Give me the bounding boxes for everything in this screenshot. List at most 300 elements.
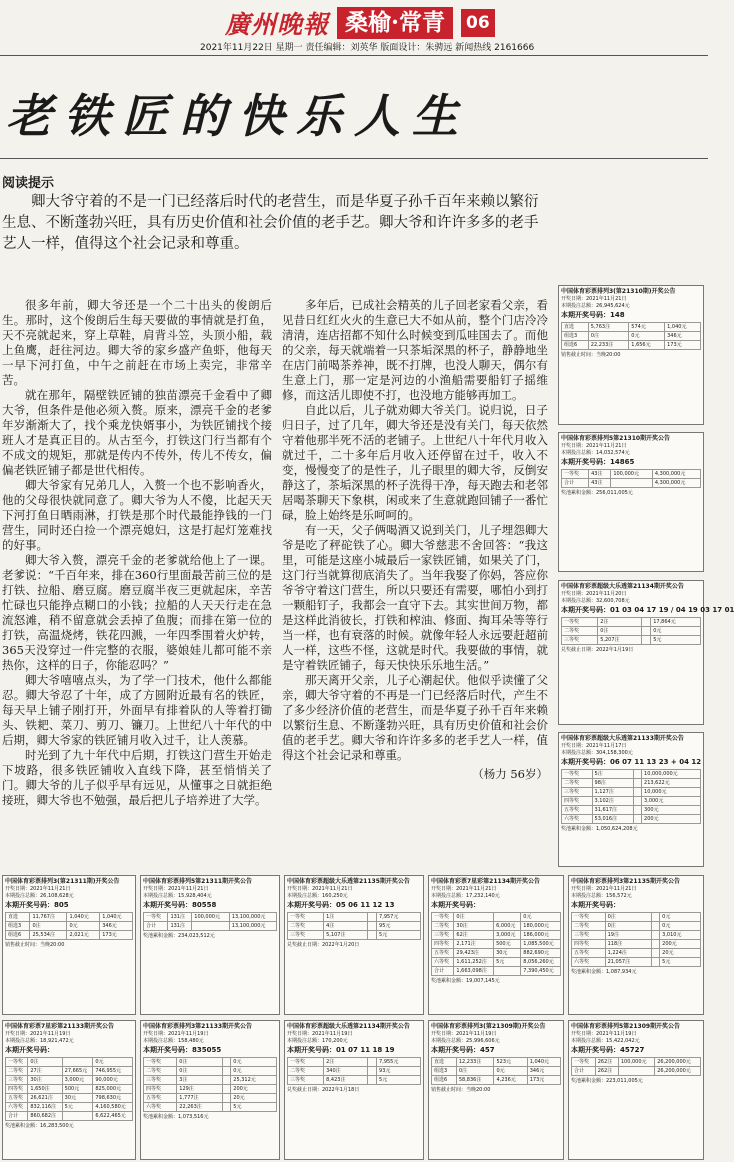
table-row [572, 958, 701, 967]
table-cell: 173元 [527, 1076, 560, 1085]
table-row [432, 1058, 561, 1067]
lottery-footnote: 奖池累积金额：1,050,624,208元 [561, 826, 638, 832]
lottery-notice [568, 875, 704, 1015]
table-cell: 860,682注 [28, 1112, 62, 1121]
table-cell: 合计 [432, 967, 454, 976]
lottery-prize-table [431, 912, 561, 976]
lottery-winning-numbers: 本期开奖号码：01 07 11 18 19 [287, 1046, 395, 1054]
table-cell: 0元 [660, 922, 701, 931]
table-cell: 0元 [93, 1058, 133, 1067]
lottery-title: 中国体育彩票排列3第21135期开奖公告 [571, 878, 681, 885]
table-cell: 6,000元 [494, 922, 521, 931]
table-cell: 3注 [177, 1076, 223, 1085]
dateline: 2021年11月22日 星期一 责任编辑：刘英华 版面设计：朱骋远 新闻热线 2161666 [200, 43, 535, 53]
newspaper-logo: 廣州晚報 [225, 10, 330, 39]
table-cell [634, 770, 642, 779]
table-cell: 5元 [494, 958, 521, 967]
lottery-sales-total: 本期投注总额：14,032,574元 [561, 450, 630, 456]
table-row [562, 779, 701, 788]
table-row [432, 922, 561, 931]
table-cell [222, 1103, 230, 1112]
table-cell [368, 922, 377, 931]
table-cell: 100,000元 [192, 913, 229, 922]
table-cell: 0元 [231, 1058, 277, 1067]
table-cell: 4,160,580元 [93, 1103, 133, 1112]
lottery-prize-table [5, 912, 133, 940]
lottery-footnote: 奖池累积金额：223,011,005元 [571, 1078, 643, 1084]
table-cell [651, 940, 659, 949]
table-cell: 3,102注 [592, 797, 634, 806]
lottery-issue-date: 开奖日期：2021年11月19日 [571, 1031, 637, 1037]
table-cell: 4,300,000元 [652, 479, 700, 488]
table-cell: 5元 [377, 931, 421, 940]
table-cell: 1,040元 [67, 913, 100, 922]
table-cell [494, 913, 521, 922]
table-cell: 95元 [377, 922, 421, 931]
table-cell: 1,777注 [177, 1094, 223, 1103]
table-cell [62, 1112, 93, 1121]
table-cell: 340注 [324, 1067, 368, 1076]
table-cell [368, 931, 377, 940]
table-cell: 13,100,000元 [229, 913, 276, 922]
table-cell: 13,100,000元 [229, 922, 276, 931]
paragraph: 自此以后，儿子就劝卿大爷关门。说归说，日子归日子，过了几年，卿大爷还是没有关门，每天依然守着他那半死不活的老铺子。上世纪八十年代月收入就过千，二十多年后月收入还停留在过千，收入不变，慢慢变了的是性子，儿子眼里的卿大爷，反倒安静这了，茶垢深黑的杯子洗得干净，每天跑去和老邻居喝茶聊天下象棋，闲或来了生意就跑回铺子一番忙碌，脸上始终是乐呵呵的。 [282, 403, 548, 522]
paragraph: 那天离开父亲，儿子心潮起伏。他似乎读懂了父亲，卿大爷守着的不再是一门已经落后时代，产生不了多少经济价值的老营生，而是华夏子孙千百年来赖以繁衍生息、不断蓬勃兴旺，具有历史价值和社会价值的老手艺。卿大爷和许许多多的老手艺人一样，值得这个社会记录和尊重。 [282, 673, 548, 762]
table-cell: 三等奖 [288, 931, 324, 940]
table-cell: 0元 [494, 1067, 527, 1076]
table-cell: 346元 [665, 332, 701, 341]
table-row [6, 913, 133, 922]
table-row [562, 479, 701, 488]
table-cell: 5元 [651, 636, 701, 645]
table-cell: 173元 [100, 931, 133, 940]
table-cell [62, 1058, 93, 1067]
table-cell: 500元 [62, 1085, 93, 1094]
table-cell: 5,763注 [588, 323, 629, 332]
table-cell: 1,085,500元 [521, 940, 561, 949]
table-cell: 30元 [62, 1094, 93, 1103]
table-row [432, 967, 561, 976]
table-row [572, 931, 701, 940]
table-row [288, 1058, 421, 1067]
table-cell: 6,622,465元 [93, 1112, 133, 1121]
table-cell [634, 797, 642, 806]
table-row [432, 913, 561, 922]
lottery-prize-table [431, 1057, 561, 1085]
lottery-footnote: 销售截止时间：当晚20:00 [5, 942, 65, 948]
table-row [562, 788, 701, 797]
lottery-winning-numbers: 本期开奖号码：457 [431, 1046, 495, 1054]
lottery-prize-table [143, 1057, 277, 1112]
table-row [432, 949, 561, 958]
table-cell: 1,127注 [592, 788, 634, 797]
table-cell: 四等奖 [144, 1085, 177, 1094]
table-cell: 5,107注 [324, 931, 368, 940]
table-cell: 合计 [6, 1112, 28, 1121]
lottery-sales-total: 本期投注总额：17,232,140元 [431, 893, 500, 899]
table-cell: 组选6 [6, 931, 30, 940]
top-rule [0, 55, 708, 56]
table-cell [222, 1067, 230, 1076]
lottery-winning-numbers: 本期开奖号码：01 03 04 17 19 / 04 19 03 17 01 [561, 606, 734, 614]
lottery-title: 中国体育彩票排列3(第21311期)开奖公告 [5, 878, 120, 885]
table-cell: 3,000元 [494, 931, 521, 940]
paragraph: 就在那年，隔壁铁匠铺的独苗漂亮千金看中了卿大爷，但条件是他必须入赘。原来，漂亮千金的老爹年岁渐渐大了，找个乘龙快婿事小，为铁匠铺找个接班人才是真正目的。从古至今，打铁这门行当都有个不成文的规矩，那就是传内不传外，传儿不传女，偏偏老铁匠铺子都是世代相传。 [2, 388, 272, 477]
table-cell: 58,836注 [456, 1076, 494, 1085]
headline-rule [0, 158, 708, 159]
lottery-sales-total: 本期投注总额：158,480元 [143, 1038, 204, 1044]
table-cell: 五等奖 [572, 949, 606, 958]
table-cell: 组选6 [432, 1076, 457, 1085]
table-cell: 三等奖 [562, 788, 593, 797]
body-column-left [2, 298, 272, 808]
table-cell: 0元 [651, 627, 701, 636]
table-cell: 3,000元 [642, 797, 701, 806]
table-cell: 二等奖 [562, 779, 593, 788]
table-row [6, 1067, 133, 1076]
table-cell: 22,233注 [588, 341, 629, 350]
table-cell: 2,171注 [454, 940, 494, 949]
table-cell: 组选3 [6, 922, 30, 931]
table-cell: 0注 [28, 1058, 62, 1067]
lottery-footnote: 兑奖截止日期：2022年1月19日 [561, 647, 634, 653]
lottery-issue-date: 开奖日期：2021年11月21日 [287, 886, 353, 892]
table-cell: 26,200,000元 [655, 1067, 701, 1076]
table-cell: 4注 [324, 922, 368, 931]
table-cell: 直选 [6, 913, 30, 922]
table-cell: 0元 [660, 913, 701, 922]
paragraph: 卿大爷入赘，漂亮千金的老爹就给他上了一课。老爹说：“千百年来，排在360行里面最苦前三位的是打铁、拉船、磨豆腐。磨豆腐半夜三更就起床，辛苦忙碌也只能挣点糊口的小钱；拉船的人天天行走在急流怒滩，稍不留意就会丢掉了鱼腹；而排在第一位的打铁，高温烧烤，铁花四溅，一年四季围着火炉转，365天没穿过一件完整的衣服，婆娘娃儿都可能不亲热你，这样的日子，你能忍吗？” [2, 553, 272, 672]
table-cell: 0注 [605, 913, 651, 922]
table-cell: 0注 [454, 913, 494, 922]
lottery-winning-numbers: 本期开奖号码：80558 [143, 901, 217, 909]
table-cell: 100,000元 [611, 470, 653, 479]
table-cell [618, 1067, 654, 1076]
table-cell: 三等奖 [572, 931, 606, 940]
table-cell: 346元 [100, 922, 133, 931]
table-cell: 六等奖 [562, 815, 593, 824]
table-cell: 31,617注 [592, 806, 634, 815]
table-cell: 825,000元 [93, 1085, 133, 1094]
table-cell: 1,663,098注 [454, 967, 494, 976]
table-row [6, 922, 133, 931]
table-cell: 组选3 [562, 332, 589, 341]
lottery-prize-table [561, 769, 701, 824]
table-cell: 5元 [660, 958, 701, 967]
table-row [562, 618, 701, 627]
table-cell: 一等奖 [144, 913, 168, 922]
lottery-issue-date: 开奖日期：2021年11月17日 [561, 743, 627, 749]
table-row [288, 922, 421, 931]
table-cell: 六等奖 [144, 1103, 177, 1112]
table-cell [642, 627, 651, 636]
table-cell [192, 922, 229, 931]
lottery-title: 中国体育彩票排列3(第21310期)开奖公告 [561, 288, 676, 295]
table-cell: 一等奖 [562, 770, 593, 779]
table-cell: 131注 [168, 922, 192, 931]
table-cell: 93元 [377, 1067, 421, 1076]
table-row [6, 1076, 133, 1085]
lottery-notice [558, 580, 734, 725]
table-row [562, 636, 701, 645]
table-cell: 346元 [527, 1067, 560, 1076]
paragraph: 有一天，父子俩喝酒又说到关门，儿子埋怨卿大爷是吃了秤砣铁了心。卿大爷慈悲不舍回答：“我这里，可能是这座小城最后一家铁匠铺，如果关了门，这门行当就算彻底消失了。当年我娶了你妈，答应你爷爷守着这门营生，所以只要还有需要，哪怕小到打一颗船钉子，我都会一直守下去。其实世间万物，都是这样此消彼长，打铁和榨油、修面、掏耳朵等等行当一样，也有衰落的时候。就像年轻人永远要赶超前人一样，这些不怪，这就是时代。我要做的事情，就是守着铁匠铺子，每天快快乐乐地生活。” [282, 523, 548, 672]
table-cell: 832,116注 [28, 1103, 62, 1112]
table-cell: 7,955元 [377, 1058, 421, 1067]
table-cell: 四等奖 [6, 1085, 28, 1094]
lottery-winning-numbers: 本期开奖号码：05 06 11 12 13 [287, 901, 395, 909]
lottery-winning-numbers: 本期开奖号码：835055 [143, 1046, 222, 1054]
table-cell: 六等奖 [572, 958, 606, 967]
lottery-prize-table [571, 1057, 701, 1076]
lottery-prize-table [287, 1057, 421, 1085]
lottery-winning-numbers: 本期开奖号码：805 [5, 901, 69, 909]
table-cell: 200元 [660, 940, 701, 949]
table-cell: 二等奖 [288, 922, 324, 931]
table-cell: 0注 [456, 1067, 494, 1076]
lottery-notice [2, 875, 136, 1015]
lottery-issue-date: 开奖日期：2021年11月21日 [143, 886, 209, 892]
table-cell: 21,057注 [605, 958, 651, 967]
lottery-winning-numbers: 本期开奖号码：148 [561, 311, 625, 319]
table-cell: 5元 [231, 1103, 277, 1112]
table-row [288, 1076, 421, 1085]
table-cell: 2,021元 [67, 931, 100, 940]
lottery-footnote: 奖池累积金额：234,023,512元 [143, 933, 215, 939]
table-cell: 200元 [231, 1085, 277, 1094]
lead-paragraph: 卿大爷守着的不是一门已经落后时代的老营生，而是华夏子孙千百年来赖以繁衍生息、不断蓬勃兴旺，具有历史价值和社会价值的老手艺。卿大爷和许许多多的老手艺人一样，值得这个社会记录和尊重。 [2, 194, 539, 252]
table-cell: 523元 [494, 1058, 527, 1067]
table-cell: 直选 [432, 1058, 457, 1067]
lottery-title: 中国体育彩票排列5第21310期开奖公告 [561, 435, 671, 442]
table-cell: 0注 [177, 1067, 223, 1076]
table-cell [634, 779, 642, 788]
table-cell: 5,207注 [598, 636, 642, 645]
table-cell: 1,611,252注 [454, 958, 494, 967]
table-cell: 二等奖 [144, 1067, 177, 1076]
table-cell: 二等奖 [432, 922, 454, 931]
paragraph: 很多年前，卿大爷还是一个二十出头的俊朗后生。那时，这个俊朗后生每天要做的事情就是打鱼，天不亮就起来，穿上草鞋，肩背斗笠，头顶小船，载上鱼鹰，赶往河边。卿大爷的家乡盛产鱼虾，他每天一早下河打鱼，中午之前赶在市场上卖完，非常辛苦。 [2, 298, 272, 387]
table-cell: 0元 [231, 1067, 277, 1076]
table-row [572, 1067, 701, 1076]
table-cell: 三等奖 [288, 1076, 324, 1085]
article-headline: 老铁匠的快乐人生 [6, 89, 470, 143]
table-cell: 合计 [572, 1067, 596, 1076]
table-cell: 574元 [629, 323, 665, 332]
table-cell: 118注 [605, 940, 651, 949]
table-cell: 1注 [324, 913, 368, 922]
table-cell: 0注 [588, 332, 629, 341]
table-cell: 一等奖 [288, 1058, 324, 1067]
table-cell: 882,690元 [521, 949, 561, 958]
lottery-sales-total: 本期投注总额：156,572元 [571, 893, 632, 899]
table-cell: 组选3 [432, 1067, 457, 1076]
lottery-notice [140, 875, 280, 1015]
table-cell [368, 1067, 377, 1076]
table-cell: 4,300,000元 [652, 470, 700, 479]
table-row [6, 1112, 133, 1121]
table-row [562, 627, 701, 636]
table-cell: 129注 [177, 1085, 223, 1094]
table-cell: 19注 [605, 931, 651, 940]
section-box [337, 7, 495, 39]
table-cell: 一等奖 [572, 913, 606, 922]
lottery-prize-table [561, 322, 701, 350]
table-cell: 10,000,000元 [642, 770, 701, 779]
lottery-notice [558, 732, 704, 867]
table-row [144, 1094, 277, 1103]
lottery-title: 中国体育彩票排列3(第21309期)开奖公告 [431, 1023, 546, 1030]
table-cell: 30注 [454, 922, 494, 931]
table-cell: 0注 [30, 922, 67, 931]
lottery-footnote: 销售截止时间：当晚20:00 [431, 1087, 491, 1093]
table-cell [634, 788, 642, 797]
table-row [432, 1076, 561, 1085]
table-cell: 0注 [598, 627, 642, 636]
table-cell [651, 913, 659, 922]
lottery-title: 中国体育彩票超级大乐透第21134期开奖公告 [561, 583, 684, 590]
table-cell [222, 1094, 230, 1103]
table-row [432, 931, 561, 940]
table-cell: 131注 [168, 913, 192, 922]
table-row [6, 1058, 133, 1067]
section-title: 桑榆·常青 [337, 7, 453, 39]
table-cell [494, 967, 521, 976]
table-row [288, 931, 421, 940]
table-cell: 一等奖 [144, 1058, 177, 1067]
table-cell: 500元 [494, 940, 521, 949]
table-cell: 0元 [67, 922, 100, 931]
page-number: 06 [461, 9, 495, 37]
table-cell [222, 1076, 230, 1085]
table-cell: 一等奖 [562, 618, 598, 627]
table-row [432, 958, 561, 967]
table-cell: 180,000元 [521, 922, 561, 931]
table-cell: 186,000元 [521, 931, 561, 940]
lottery-prize-table [571, 912, 701, 967]
table-row [144, 1103, 277, 1112]
table-row [144, 1085, 277, 1094]
lottery-title: 中国体育彩票排列3第21133期开奖公告 [143, 1023, 253, 1030]
table-row [562, 806, 701, 815]
table-cell: 三等奖 [144, 1076, 177, 1085]
lottery-footnote: 奖池累积金额：256,011,005元 [561, 490, 633, 496]
table-cell: 一等奖 [6, 1058, 28, 1067]
table-cell [222, 1085, 230, 1094]
masthead [225, 6, 695, 40]
table-row [572, 1058, 701, 1067]
table-row [562, 797, 701, 806]
table-cell: 1,040元 [100, 913, 133, 922]
table-cell: 0注 [605, 922, 651, 931]
table-cell [651, 958, 659, 967]
table-cell: 五等奖 [432, 949, 454, 958]
lottery-winning-numbers: 本期开奖号码： [571, 901, 620, 909]
lottery-prize-table [143, 912, 277, 931]
table-cell: 0元 [521, 913, 561, 922]
table-row [572, 922, 701, 931]
lottery-footnote: 奖池累积金额：1,087,934元 [571, 969, 637, 975]
lead-label: 阅读提示 [2, 176, 55, 191]
table-cell: 0元 [629, 332, 665, 341]
table-cell: 一等奖 [288, 913, 324, 922]
table-cell: 98注 [592, 779, 634, 788]
lottery-notice [428, 1020, 564, 1160]
body-column-right [282, 298, 548, 782]
lottery-issue-date: 开奖日期：2021年11月21日 [561, 443, 627, 449]
table-cell: 262注 [595, 1058, 618, 1067]
table-row [144, 913, 277, 922]
table-cell: 100,000元 [618, 1058, 654, 1067]
table-cell: 三等奖 [432, 931, 454, 940]
table-cell: 六等奖 [6, 1103, 28, 1112]
table-row [144, 1076, 277, 1085]
table-row [144, 1058, 277, 1067]
table-cell [368, 1058, 377, 1067]
paragraph: 卿大爷嘻嘻点头，为了学一门技术，他什么都能忍。卿大爷忍了十年，成了方圆附近最有名的铁匠，每天早上铺子刚打开，外面早有排着队的人等着打锄头、铁耙、菜刀、剪刀、镰刀。上世纪八十年代的中后期，卿大爷家的铁匠铺月收入过千，让人羡慕。 [2, 673, 272, 747]
table-cell: 62注 [454, 931, 494, 940]
lottery-issue-date: 开奖日期：2021年11月21日 [431, 886, 497, 892]
table-cell: 二等奖 [288, 1067, 324, 1076]
lottery-prize-table [561, 469, 701, 488]
table-cell: 25,312元 [231, 1076, 277, 1085]
table-cell: 8,423注 [324, 1076, 368, 1085]
table-cell: 300元 [642, 806, 701, 815]
lottery-title: 中国体育彩票超级大乐透第21134期开奖公告 [287, 1023, 410, 1030]
paragraph: 时光到了九十年代中后期，打铁这门营生开始走下坡路，很多铁匠铺收入直线下降，甚至悄悄关了门。卿大爷的儿子似乎早有远见，从懂事之日就拒绝接班，卿大爷也不勉强，最后把儿子培养进了大学。 [2, 748, 272, 807]
table-cell: 2注 [598, 618, 642, 627]
table-cell: 7,390,450元 [521, 967, 561, 976]
table-cell: 22,263注 [177, 1103, 223, 1112]
lottery-issue-date: 开奖日期：2021年11月21日 [5, 886, 71, 892]
table-row [562, 770, 701, 779]
lottery-notice [558, 285, 704, 425]
table-cell: 四等奖 [572, 940, 606, 949]
lottery-prize-table [561, 617, 701, 645]
lottery-title: 中国体育彩票超级大乐透第21135期开奖公告 [287, 878, 410, 885]
lottery-title: 中国体育彩票排列5第21311期开奖公告 [143, 878, 253, 885]
table-cell: 四等奖 [562, 797, 593, 806]
table-row [288, 913, 421, 922]
lottery-notice [284, 875, 424, 1015]
table-cell: 组选6 [562, 341, 589, 350]
lottery-winning-numbers: 本期开奖号码：14865 [561, 458, 635, 466]
lottery-sales-total: 本期投注总额：26,945,624元 [561, 303, 630, 309]
table-cell [222, 1058, 230, 1067]
lottery-winning-numbers: 本期开奖号码： [5, 1046, 54, 1054]
table-cell: 798,630元 [93, 1094, 133, 1103]
table-cell: 26,621注 [28, 1094, 62, 1103]
lottery-notice [140, 1020, 280, 1160]
table-cell: 7,957元 [377, 913, 421, 922]
table-cell: 5注 [592, 770, 634, 779]
table-row [572, 913, 701, 922]
table-cell: 30元 [494, 949, 521, 958]
table-cell: 53,016注 [592, 815, 634, 824]
table-cell: 262注 [595, 1067, 618, 1076]
table-cell [634, 815, 642, 824]
table-cell: 二等奖 [572, 922, 606, 931]
table-cell: 三等奖 [562, 636, 598, 645]
lottery-prize-table [287, 912, 421, 940]
lottery-sales-total: 本期投注总额：25,996,606元 [431, 1038, 500, 1044]
lottery-sales-total: 本期投注总额：160,250元 [287, 893, 348, 899]
table-cell: 3,010元 [660, 931, 701, 940]
table-cell: 746,955元 [93, 1067, 133, 1076]
lottery-notice [568, 1020, 704, 1160]
lottery-sales-total: 本期投注总额：32,600,708元 [561, 598, 630, 604]
table-cell: 90,000元 [93, 1076, 133, 1085]
